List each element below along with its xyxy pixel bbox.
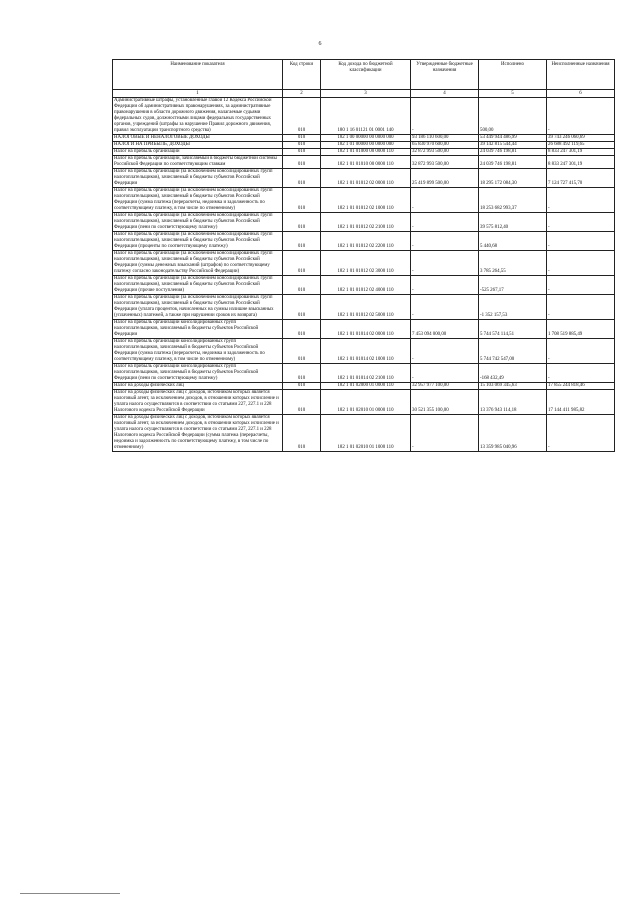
row-approved: -: [411, 232, 479, 251]
row-line-code: 010: [283, 169, 321, 188]
row-approved: -: [411, 251, 479, 276]
row-income-code: 182 1 01 02000 01 0000 110: [321, 383, 411, 390]
row-approved: 32 957 977 100,00: [411, 383, 479, 390]
row-line-code: 010: [283, 213, 321, 232]
row-executed: 53 449 944 486,99: [479, 135, 547, 142]
row-line-code: 010: [283, 251, 321, 276]
header-row: [113, 60, 615, 90]
page-number: 6: [318, 41, 322, 47]
header-line-code: Код строки: [283, 60, 321, 90]
row-income-code: 182 1 01 00000 00 0000 000: [321, 142, 411, 149]
row-line-code: 010: [283, 320, 321, 339]
table-row: [113, 142, 615, 149]
row-executed: 15 103 069 345,63: [479, 383, 547, 390]
header-income-code: Код дохода по бюджетной классификации: [321, 60, 411, 90]
row-line-code: 010: [283, 295, 321, 320]
row-unexecuted: -: [547, 213, 615, 232]
row-income-code: 182 1 01 01012 02 2100 110: [321, 213, 411, 232]
row-approved: -: [411, 276, 479, 295]
row-name: Административные штрафы, установленные главой 12 Кодекса Российской Федерации об административных правонарушениях, за административные правонарушения в области дорожного движения, налагаемые судьями федеральных судов, должностными лицами федеральных государственных органов, учреждений (штрафы за нарушение Правил дорожного движения, правил эксплуатации транспортного средства): [113, 98, 283, 135]
row-executed: 5 744 574 114,51: [479, 320, 547, 339]
row-name: Налог на прибыль организаций консолидированных групп налогоплательщиков, зачисляемый в бюджеты субъектов Российской Федерации (сумма платежа (перерасчеты, недоимка и задолженность по соответствующему платежу, в том числе по отмененному): [113, 339, 283, 364]
row-income-code: 182 1 01 01012 02 1000 110: [321, 188, 411, 213]
row-name: Налог на прибыль организаций (за исключением консолидированных групп налогоплательщиков), зачисляемый в бюджеты субъектов Российской Федерации (суммы денежных взысканий (штрафов) по соответствующему платежу согласно законодательству Российской Федерации): [113, 251, 283, 276]
row-income-code: 182 1 01 01012 02 2200 110: [321, 232, 411, 251]
row-unexecuted: -: [547, 276, 615, 295]
table-row: [113, 320, 615, 339]
row-approved: 30 521 355 100,00: [411, 390, 479, 415]
row-unexecuted: -: [547, 188, 615, 213]
row-executed: 24 039 746 198,81: [479, 156, 547, 169]
header-executed: Исполнено: [479, 60, 547, 90]
row-approved: 32 872 993 500,00: [411, 149, 479, 156]
row-unexecuted: 1 708 519 885,49: [547, 320, 615, 339]
row-line-code: 010: [283, 98, 321, 135]
row-unexecuted: 8 833 247 301,19: [547, 156, 615, 169]
header-approved: Утвержденные бюджетные назначения: [411, 60, 479, 90]
table-row: [113, 390, 615, 415]
row-name: Налог на прибыль организаций консолидированных групп налогоплательщиков, зачисляемый в бюджеты субъектов Российской Федерации: [113, 320, 283, 339]
row-unexecuted: 39 743 246 060,69: [547, 135, 615, 142]
row-income-code: 182 1 01 01012 02 5000 110: [321, 295, 411, 320]
row-approved: 32 872 993 500,00: [411, 156, 479, 169]
row-name: Налог на прибыль организаций (за исключением консолидированных групп налогоплательщиков), зачисляемый в бюджеты субъектов Российской Федерации (пени по соответствующему платежу): [113, 213, 283, 232]
row-approved: -: [411, 364, 479, 383]
row-income-code: 182 1 01 02010 01 1000 110: [321, 415, 411, 452]
row-unexecuted: 7 124 727 415,70: [547, 169, 615, 188]
table-row: [113, 251, 615, 276]
row-unexecuted: -: [547, 364, 615, 383]
table-row: [113, 295, 615, 320]
column-number: 5: [479, 90, 547, 98]
row-line-code: 010: [283, 188, 321, 213]
table-row: [113, 232, 615, 251]
row-executed: 5 440,68: [479, 232, 547, 251]
column-numbers-row: [113, 90, 615, 98]
row-name: Налог на доходы физических лиц с доходов, источником которых является налоговый агент, за исключением доходов, в отношении которых исчисление и уплата налога осуществляются в соответствии со статьями 227, 227.1 и 228 Налогового кодекса Российской Федерации: [113, 390, 283, 415]
row-line-code: 010: [283, 415, 321, 452]
row-income-code: 182 1 01 01012 02 4000 110: [321, 276, 411, 295]
row-income-code: 182 1 01 02010 01 0000 110: [321, 390, 411, 415]
column-number: 1: [113, 90, 283, 98]
table-row: [113, 364, 615, 383]
table-row: [113, 383, 615, 390]
table-row: [113, 276, 615, 295]
row-unexecuted: 8 833 247 301,19: [547, 149, 615, 156]
row-income-code: 182 1 01 01000 00 0000 110: [321, 149, 411, 156]
row-executed: -525 267,17: [479, 276, 547, 295]
row-name: НАЛОГИ НА ПРИБЫЛЬ, ДОХОДЫ: [113, 142, 283, 149]
row-executed: 39 575 812,40: [479, 213, 547, 232]
row-line-code: 010: [283, 142, 321, 149]
row-approved: -: [411, 339, 479, 364]
row-executed: 13 376 943 114,18: [479, 390, 547, 415]
row-unexecuted: 17 855 244 818,46: [547, 383, 615, 390]
row-line-code: 010: [283, 339, 321, 364]
table-row: [113, 156, 615, 169]
row-approved: -: [411, 98, 479, 135]
row-executed: 13 359 985 040,96: [479, 415, 547, 452]
table-row: [113, 169, 615, 188]
row-approved: 25 419 899 500,00: [411, 169, 479, 188]
table-row: [113, 149, 615, 156]
row-approved: -: [411, 415, 479, 452]
row-income-code: 182 1 01 01012 02 3000 110: [321, 251, 411, 276]
column-number: 6: [547, 90, 615, 98]
row-line-code: 010: [283, 232, 321, 251]
row-executed: -168 432,49: [479, 364, 547, 383]
row-line-code: 010: [283, 149, 321, 156]
header-indicator-name: Наименование показателя: [113, 60, 283, 90]
row-name: Налог на прибыль организаций (за исключением консолидированных групп налогоплательщиков), зачисляемый в бюджеты субъектов Российской Федерации (прочие поступления): [113, 276, 283, 295]
row-approved: 7 453 094 000,00: [411, 320, 479, 339]
table-row: [113, 98, 615, 135]
row-income-code: 182 1 01 01012 02 0000 110: [321, 169, 411, 188]
row-unexecuted: -: [547, 339, 615, 364]
row-line-code: 010: [283, 276, 321, 295]
row-line-code: 010: [283, 156, 321, 169]
row-name: Налог на прибыль организаций (за исключением консолидированных групп налогоплательщиков), зачисляемый в бюджеты субъектов Российской Федерации (уплата процентов, начисленных на суммы излишне взысканных (уплаченных) платежей, а также при нарушении сроков их возврата): [113, 295, 283, 320]
column-number: 4: [411, 90, 479, 98]
row-income-code: 182 1 01 01014 02 0000 110: [321, 320, 411, 339]
row-executed: 39 142 815 544,44: [479, 142, 547, 149]
row-unexecuted: 17 144 411 985,82: [547, 390, 615, 415]
row-executed: 24 039 746 198,81: [479, 149, 547, 156]
row-name: Налог на прибыль организаций (за исключением консолидированных групп налогоплательщиков), зачисляемый в бюджеты субъектов Российской Федерации (проценты по соответствующему платежу): [113, 232, 283, 251]
row-name: Налог на прибыль организаций (за исключением консолидированных групп налогоплательщиков), зачисляемый в бюджеты субъектов Российской Федерации (сумма платежа (перерасчеты, недоимка и задолженность по соответствующему платежу, в том числе по отмененному): [113, 188, 283, 213]
row-name: Налог на прибыль организаций: [113, 149, 283, 156]
row-unexecuted: -: [547, 232, 615, 251]
row-approved: -: [411, 295, 479, 320]
table-row: [113, 339, 615, 364]
row-income-code: 182 1 01 01014 02 1000 110: [321, 339, 411, 364]
row-executed: 500,00: [479, 98, 547, 135]
row-unexecuted: 26 688 492 119,65: [547, 142, 615, 149]
row-executed: 18 295 172 084,30: [479, 169, 547, 188]
row-unexecuted: -: [547, 415, 615, 452]
row-line-code: 010: [283, 390, 321, 415]
row-name: Налог на прибыль организаций (за исключением консолидированных групп налогоплательщиков), зачисляемый в бюджеты субъектов Российской Федерации: [113, 169, 283, 188]
row-approved: -: [411, 188, 479, 213]
row-unexecuted: -: [547, 251, 615, 276]
column-number: 3: [321, 90, 411, 98]
row-unexecuted: -: [547, 295, 615, 320]
row-name: Налог на прибыль организаций, зачисляемый в бюджеты бюджетной системы Российской Федерации по соответствующим ставкам: [113, 156, 283, 169]
table-row: [113, 135, 615, 142]
row-income-code: 180 1 16 01121 01 0001 140: [321, 98, 411, 135]
table-row: [113, 188, 615, 213]
footer-line: [20, 893, 120, 894]
row-line-code: 010: [283, 383, 321, 390]
header-unexecuted: Неисполненные назначения: [547, 60, 615, 90]
row-name: НАЛОГОВЫЕ И НЕНАЛОГОВЫЕ ДОХОДЫ: [113, 135, 283, 142]
budget-execution-table: [112, 59, 615, 452]
row-income-code: 182 1 01 01014 02 2100 110: [321, 364, 411, 383]
row-name: Налог на доходы физических лиц с доходов, источником которых является налоговый агент, за исключением доходов, в отношении которых исчисление и уплата налога осуществляются в соответствии со статьями 227, 227.1 и 228 Налогового кодекса Российской Федерации (сумма платежа (перерасчеты, недоимка и задолженность по соответствующему платежу, в том числе по отмененному): [113, 415, 283, 452]
row-line-code: 010: [283, 364, 321, 383]
row-name: Налог на доходы физических лиц: [113, 383, 283, 390]
table-row: [113, 415, 615, 452]
row-income-code: 182 1 01 01010 00 0000 110: [321, 156, 411, 169]
row-executed: -1 352 157,53: [479, 295, 547, 320]
row-executed: 3 785 264,55: [479, 251, 547, 276]
row-executed: 18 253 682 993,37: [479, 188, 547, 213]
row-unexecuted: -: [547, 98, 615, 135]
row-approved: -: [411, 213, 479, 232]
table-row: [113, 213, 615, 232]
row-line-code: 010: [283, 135, 321, 142]
row-income-code: 182 1 00 00000 00 0000 000: [321, 135, 411, 142]
column-number: 2: [283, 90, 321, 98]
row-name: Налог на прибыль организаций консолидированных групп налогоплательщиков, зачисляемый в бюджеты субъектов Российской Федерации (пени по соответствующему платежу): [113, 364, 283, 383]
row-executed: 5 744 742 547,00: [479, 339, 547, 364]
row-approved: 65 830 970 600,00: [411, 142, 479, 149]
row-approved: 93 186 110 600,00: [411, 135, 479, 142]
